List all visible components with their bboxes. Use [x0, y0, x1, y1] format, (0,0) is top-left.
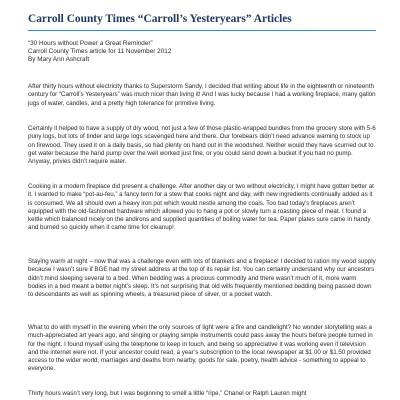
byline: By Mary Ann Ashcraft [28, 56, 90, 64]
source-line: Carroll County Times article for 11 November 2012 [28, 48, 172, 56]
paragraph-5: What to do with myself in the evening when the only sources of light were a fire and candlelight? No wonder storytelling was a much-appreciated art years ago, and singing or playing simple instruments could pass away the hours before people turned in for the night. I found myself using the telephone to keep in touch, and being so appreciative it was working even if television and the internet were not. If your ancestor could read, a year’s subscription to the local newspaper at $1.00 or $1.50 provided access to the wider world, marriages and deaths from nearby, goods for sale, poetry, health advice - something to appeal to everyone. [28, 324, 373, 373]
paragraph-6: Thirty hours wasn’t very long, but I was beginning to smell a little “ripe.” Chanel or Ralph Lauren might [28, 390, 307, 397]
title-divider [28, 30, 376, 31]
paragraph-1: After thirty hours without electricity thanks to Superstorm Sandy, I decided that writing about life in the eighteenth or nineteenth century for “Carroll’s Yesteryears” was much nicer than living it! And I was lucky because I had a working fireplace, many gallon jugs of water, candles, and a pretty high tolerance for primitive living. [28, 83, 376, 107]
paragraph-2: Certainly it helped to have a supply of dry wood, not just a few of those plastic-wrapped bundles from the grocery store with 5-6 puny logs, but lots of tinder and large logs scavenged here and there. Our forebears didn’t need advance warning to stock up on firewood. They used it on a daily basis, so had plenty on hand out in the woodshed. Neither would they have scurried out to get water because the hand pump over the well worked just fine, or you could send down a bucket if you had no pump. Anyway, privies didn’t require water. [28, 125, 376, 165]
article-title: “30 Hours without Power a Great Reminder” [28, 40, 153, 47]
article-header [28, 40, 171, 65]
paragraph-3: Cooking in a modern fireplace did present a challenge. After another day or two without electricity, I might have gotten better at it. I wanted to make “pot-au-feu,” a fancy term for a stew that cooks night and day, with new ingredients continually added as it is consumed. We all should own a heavy iron pot which would nestle among the coals. Too bad today’s fireplaces aren’t equipped with the old-fashioned hardware which allowed you to hang a pot or slowly turn a roasting piece of meat. I found a kettle which balanced nicely on the andirons and supplied quantities of boiling water for tea. Paper plates sure came in handy and burned so quickly when it came time for cleanup! [28, 183, 374, 232]
paragraph-4: Staying warm at night – now that was a challenge even with lots of blankets and a fireplace! I decided to ration my wood supply because I wasn’t sure if BGE had my street address at the top of its repair list. You can certainly understand why our ancestors didn’t mind sleeping several to a bed. When bedding was a precious commodity and there wasn’t much of it, more warm bodies in a bed meant a better night’s sleep. It’s not surprising that old wills frequently mentioned bedding being passed down to descendants as well as spinning wheels, a treasured piece of silver, or a pocket watch. [28, 258, 376, 298]
page-title: Carroll County Times “Carroll’s Yesteryears” Articles [28, 13, 292, 25]
